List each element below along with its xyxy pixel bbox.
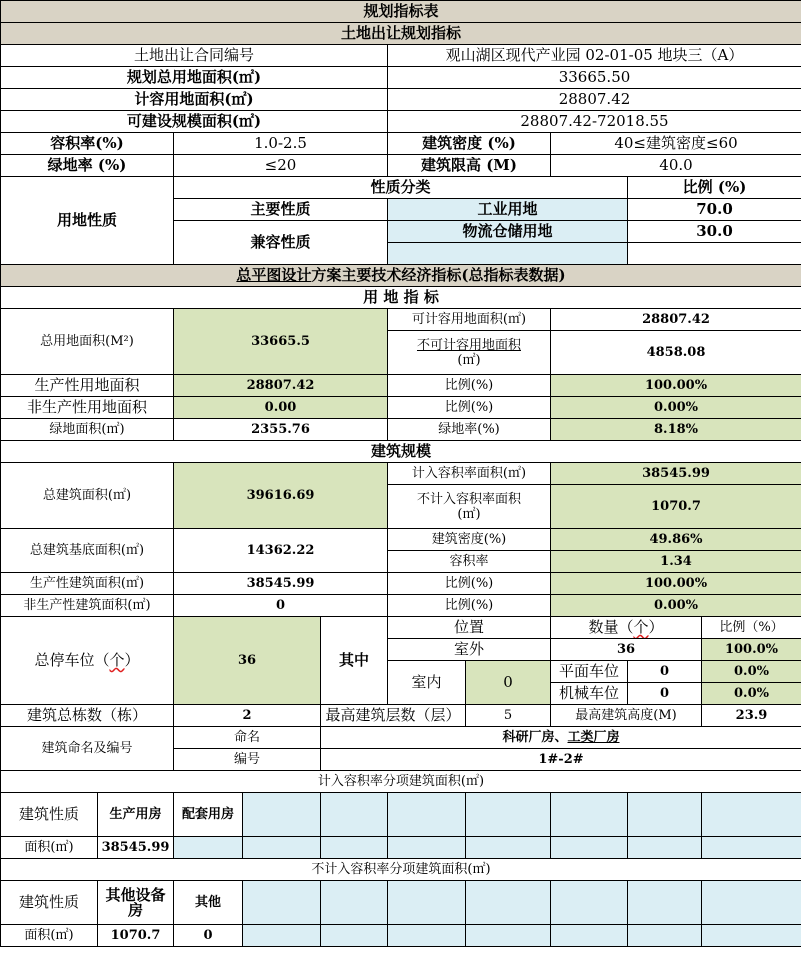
blank-cell [628,793,702,837]
far-value: 1.0-2.5 [174,133,388,155]
nonprod-site-area-label: 非生产性用地面积 [1,397,174,419]
indoor-label: 室内 [388,661,466,705]
surface-parking-qty: 0 [628,661,702,683]
quantity-header: 数量（个） [551,617,702,639]
max-floors-label: 最高建筑层数（层） [321,705,466,727]
prod-site-area-label: 生产性用地面积 [1,375,174,397]
nonprod-site-area-value: 0.00 [174,397,388,419]
nonprod-build-area-value: 0 [174,595,388,617]
blank-cell [628,925,702,947]
blank-cell [628,881,702,925]
nonfar-site-area-value: 4858.08 [551,331,801,375]
building-code-value: 1#-2# [321,749,801,771]
plan-section-header [1,265,801,287]
mech-parking-label: 机械车位 [551,683,628,705]
blank-cell [321,881,388,925]
buildable-area-value: 28807.42-72018.55 [388,111,801,133]
buildable-area-label: 可建设规模面积(㎡) [1,111,388,133]
far-land-area-value: 28807.42 [388,89,801,111]
blank-cell [702,881,801,925]
height-limit-label: 建筑限高 (M) [388,155,551,177]
nonfar-area-label: 面积(㎡) [1,925,98,947]
surface-parking-label: 平面车位 [551,661,628,683]
compatible-use-type: 物流仓储用地 [388,221,628,243]
total-build-area-value: 39616.69 [174,463,388,529]
nonprod-build-area-label: 非生产性建筑面积(㎡) [1,595,174,617]
nonfar-nature-label: 建筑性质 [1,881,98,925]
far-label: 容积率(%) [1,133,174,155]
parking-ratio-header: 比例（%） [702,617,801,639]
blank-cell [388,925,466,947]
blank-cell [466,925,551,947]
blank-cell [551,793,628,837]
max-floors-value: 5 [466,705,551,727]
total-build-area-label: 总建筑面积(㎡) [1,463,174,529]
far-site-area-label: 可计容用地面积(㎡) [388,309,551,331]
contract-no-label: 土地出让合同编号 [1,45,388,67]
outdoor-qty: 36 [551,639,702,661]
building-naming-label: 建筑命名及编号 [1,727,174,771]
blank-cell [388,837,466,859]
prod-build-area-label: 生产性建筑面积(㎡) [1,573,174,595]
base-area-label: 总建筑基底面积(㎡) [1,529,174,573]
plan-header-rest: 方案主要技术经济指标(总指标表数据) [311,266,566,284]
blank-cell [702,925,801,947]
contract-no-value: 观山湖区现代产业园 02-01-05 地块三（A） [388,45,801,67]
build-far-value: 1.34 [551,551,801,573]
blank-cell [466,837,551,859]
total-land-area-value: 33665.50 [388,67,801,89]
far-area-label: 面积(㎡) [1,837,98,859]
density-value: 40≤建筑密度≤60 [551,133,801,155]
build-far-label: 容积率 [388,551,551,573]
total-land-area-label: 规划总用地面积(㎡) [1,67,388,89]
prod-build-area-value: 38545.99 [174,573,388,595]
support-use-label: 配套用房 [174,793,243,837]
blank-cell [388,793,466,837]
green-rate-value: 8.18% [551,419,801,441]
nonfar-subitem-header: 不计入容积率分项建筑面积(㎡) [1,859,801,881]
blank-cell [628,837,702,859]
land-use-label: 用地性质 [1,177,174,265]
far-site-area-value: 28807.42 [551,309,801,331]
blank-cell [551,881,628,925]
name-label: 命名 [174,727,321,749]
prod-site-ratio-label: 比例(%) [388,375,551,397]
outdoor-ratio: 100.0% [702,639,801,661]
nonprod-site-ratio-label: 比例(%) [388,397,551,419]
blank-cell [243,793,321,837]
empty-cell [628,243,801,265]
blank-cell [466,881,551,925]
blank-cell [321,837,388,859]
max-height-value: 23.9 [702,705,801,727]
building-count-label: 建筑总栋数（栋） [1,705,174,727]
other-label: 其他 [174,881,243,925]
other-equip-label: 其他设备房 [98,881,174,925]
nonfar-site-area-label: 不可计容用地面积 (㎡) [388,331,551,375]
base-area-value: 14362.22 [174,529,388,573]
green-rate-label: 绿地率(%) [388,419,551,441]
height-limit-value: 40.0 [551,155,801,177]
nonprod-build-ratio-value: 0.00% [551,595,801,617]
compatible-use-label: 兼容性质 [174,221,388,265]
surface-parking-ratio: 0.0% [702,661,801,683]
indoor-qty: 0 [466,661,551,705]
of-which-label: 其中 [321,617,388,705]
other-equip-area: 1070.7 [98,925,174,947]
prod-build-ratio-value: 100.00% [551,573,801,595]
position-header: 位置 [388,617,551,639]
prod-use-area: 38545.99 [98,837,174,859]
blank-cell [321,793,388,837]
total-site-area-value: 33665.5 [174,309,388,375]
plan-header-underlined: 总平图设计 [236,266,312,284]
blank-cell [243,881,321,925]
prod-use-label: 生产用房 [98,793,174,837]
mech-parking-ratio: 0.0% [702,683,801,705]
far-build-area-value: 38545.99 [551,463,801,485]
blank-cell [243,837,321,859]
far-land-area-label: 计容用地面积(㎡) [1,89,388,111]
prod-build-ratio-label: 比例(%) [388,573,551,595]
empty-blue-cell [388,243,628,265]
nonprod-site-ratio-value: 0.00% [551,397,801,419]
green-rate-limit-label: 绿地率 (%) [1,155,174,177]
far-subitem-header: 计入容积率分项建筑面积(㎡) [1,771,801,793]
mech-parking-qty: 0 [628,683,702,705]
main-use-type: 工业用地 [388,199,628,221]
site-index-header: 用 地 指 标 [1,287,801,309]
blank-cell [388,881,466,925]
use-class-header: 性质分类 [174,177,628,199]
building-scale-header: 建筑规模 [1,441,801,463]
other-area: 0 [174,925,243,947]
use-ratio-header: 比例 (%) [628,177,801,199]
blank-cell [321,925,388,947]
building-name-value: 科研厂房、工类厂房 [321,727,801,749]
outdoor-label: 室外 [388,639,551,661]
blank-cell [551,925,628,947]
prod-site-area-value: 28807.42 [174,375,388,397]
main-use-ratio: 70.0 [628,199,801,221]
blank-cell [702,793,801,837]
blank-cell [466,793,551,837]
green-area-label: 绿地面积(㎡) [1,419,174,441]
build-density-value: 49.86% [551,529,801,551]
parking-total-value: 36 [174,617,321,705]
build-density-label: 建筑密度(%) [388,529,551,551]
nonfar-build-area-label: 不计入容积率面积 (㎡) [388,485,551,529]
blank-cell [551,837,628,859]
blank-cell [174,837,243,859]
far-nature-label: 建筑性质 [1,793,98,837]
nonprod-build-ratio-label: 比例(%) [388,595,551,617]
blank-cell [243,925,321,947]
building-count-value: 2 [174,705,321,727]
main-use-label: 主要性质 [174,199,388,221]
total-site-area-label: 总用地面积(M²) [1,309,174,375]
parking-total-label: 总停车位（个） [1,617,174,705]
code-label: 编号 [174,749,321,771]
prod-site-ratio-value: 100.00% [551,375,801,397]
table-title: 规划指标表 [1,1,801,23]
far-build-area-label: 计入容积率面积(㎡) [388,463,551,485]
max-height-label: 最高建筑高度(M) [551,705,702,727]
compatible-use-ratio: 30.0 [628,221,801,243]
density-label: 建筑密度 (%) [388,133,551,155]
blank-cell [702,837,801,859]
nonfar-build-area-value: 1070.7 [551,485,801,529]
green-area-value: 2355.76 [174,419,388,441]
land-section-header: 土地出让规划指标 [1,23,801,45]
green-rate-limit-value: ≤20 [174,155,388,177]
